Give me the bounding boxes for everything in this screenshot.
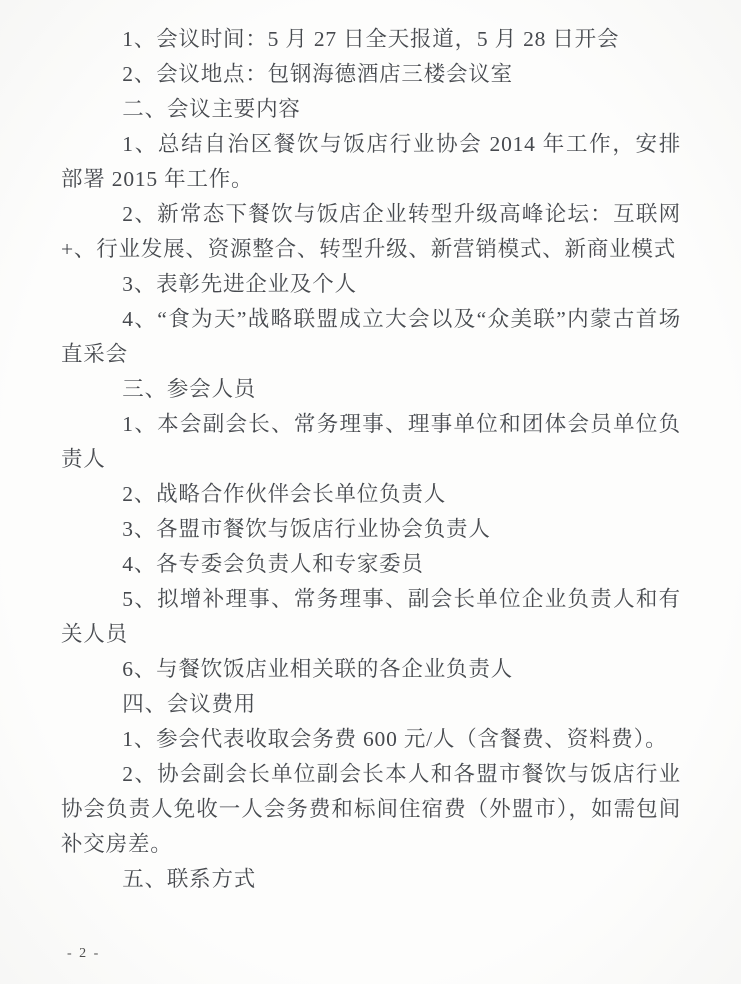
paragraph-item-4: 4、“食为天”战略联盟成立大会以及“众美联”内蒙古首场直采会 <box>61 307 681 366</box>
paragraph-item-3: 3、表彰先进企业及个人 <box>122 272 357 296</box>
paragraph-meeting-time: 1、会议时间：5 月 27 日全天报道，5 月 28 日开会 <box>122 27 620 51</box>
section-heading-main-content: 二、会议主要内容 <box>122 97 301 121</box>
paragraph-attendee-4: 4、各专委会负责人和专家委员 <box>122 552 424 576</box>
paragraph-meeting-location: 2、会议地点：包钢海德酒店三楼会议室 <box>122 62 513 86</box>
paragraph-item-2: 2、新常态下餐饮与饭店企业转型升级高峰论坛：互联网+、行业发展、资源整合、转型升级、新营销模式、新商业模式 <box>61 202 681 261</box>
paragraph-attendee-3: 3、各盟市餐饮与饭店行业协会负责人 <box>122 517 491 541</box>
paragraph-fee-2: 2、协会副会长单位副会长本人和各盟市餐饮与饭店行业协会负责人免收一人会务费和标间住宿费（外盟市），如需包间补交房差。 <box>61 762 681 856</box>
paragraph-attendee-1: 1、本会副会长、常务理事、理事单位和团体会员单位负责人 <box>61 412 681 471</box>
section-heading-fees: 四、会议费用 <box>122 692 257 716</box>
section-heading-attendees: 三、参会人员 <box>122 377 257 401</box>
document-body <box>61 22 681 897</box>
paragraph-item-1: 1、总结自治区餐饮与饭店行业协会 2014 年工作，安排部署 2015 年工作。 <box>61 132 681 191</box>
paragraph-attendee-6: 6、与餐饮饭店业相关联的各企业负责人 <box>122 657 513 681</box>
paragraph-fee-1: 1、参会代表收取会务费 600 元/人（含餐费、资料费）。 <box>122 727 668 751</box>
paragraph-attendee-5: 5、拟增补理事、常务理事、副会长单位企业负责人和有关人员 <box>61 587 681 646</box>
section-heading-contact: 五、联系方式 <box>122 867 257 891</box>
paragraph-attendee-2: 2、战略合作伙伴会长单位负责人 <box>122 482 447 506</box>
page-number: - 2 - <box>67 946 101 961</box>
